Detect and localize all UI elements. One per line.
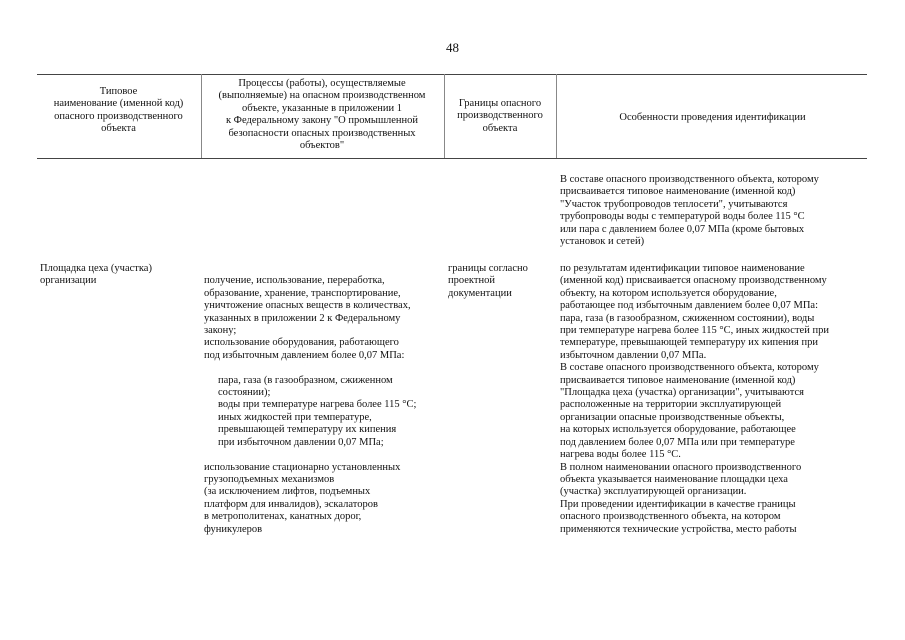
table-header-bottom-border xyxy=(37,158,867,159)
row-boundaries: границы согласно проектной документации xyxy=(448,263,528,299)
header-column-divider xyxy=(201,74,202,158)
header-column-divider xyxy=(444,74,445,158)
header-column-divider xyxy=(556,74,557,158)
processes-text-part2: использование стационарно установленных грузоподъемных механизмов (за исключением лифтов, подъемных платформ для инвалидов), эскалаторов в метрополитенах, канатных дорог, фуникулеров xyxy=(204,461,401,535)
header-identification-features: Особенности проведения идентификации xyxy=(619,112,806,123)
processes-text-indented: пара, газа (в газообразном, сжиженном состоянии); воды при температуре нагрева более 115 °С; иных жидкостей при температуре, превышающей температуру их кипения при избыточном давлении 0,07 МПа; xyxy=(218,374,417,448)
page-number: 48 xyxy=(446,40,459,55)
row-identification-features: по результатам идентификации типовое наименование (именной код) присваивается опасному производственному объекту, на котором используется оборудование, работающее под избыточным давлением более 0,07 МПа: пара, газа (в газообразном, сжиженном состоянии), воды при температуре нагрева более 115 °С, иных жидкостей при температуре, превышающей температуру их кипения при избыточном давлении 0,07 МПа. В составе опасного производственного объекта, которому присваивается типовое наименование (именной код) "Площадка цеха (участка) организации", учитываются расположенные на территории эксплуатирующей организации опасные производственные объекты, на которых используется оборудование, работающее под давлением более 0,07 МПа или при температуре нагрева воды более 115 °С. В полном наименовании опасного производственного объекта указывается наименование площадки цеха (участка) эксплуатирующей организации. При проведении идентификации в качестве границы опасного производственного объекта, на котором применяются технические устройства, место работы xyxy=(560,263,829,535)
header-processes: Процессы (работы), осуществляемые (выполняемые) на опасном производственном объекте, указанные в приложении 1 к Федеральному закону "О промышленной безопасности опасных производственных объектов" xyxy=(218,78,426,152)
row-object-name: Площадка цеха (участка) организации xyxy=(40,263,152,287)
row-processes xyxy=(204,263,442,548)
table-top-border xyxy=(37,74,867,75)
processes-text-part1: получение, использование, переработка, образование, хранение, транспортирование, уничтожение опасных веществ в количествах, указанных в приложении 2 к Федеральному закону; использование оборудования, работающего под избыточным давлением более 0,07 МПа: xyxy=(204,275,411,361)
header-object-name: Типовое наименование (именной код) опасного производственного объекта xyxy=(53,86,184,135)
continuation-text: В составе опасного производственного объекта, которому присваивается типовое наименование (именной код) "Участок трубопроводов теплосети", учитываются трубопроводы воды с температурой воды более 115 °С или пара с давлением более 0,07 МПа (кроме бытовых установок и сетей) xyxy=(560,174,819,248)
header-boundaries: Границы опасного производственного объекта xyxy=(457,98,543,134)
